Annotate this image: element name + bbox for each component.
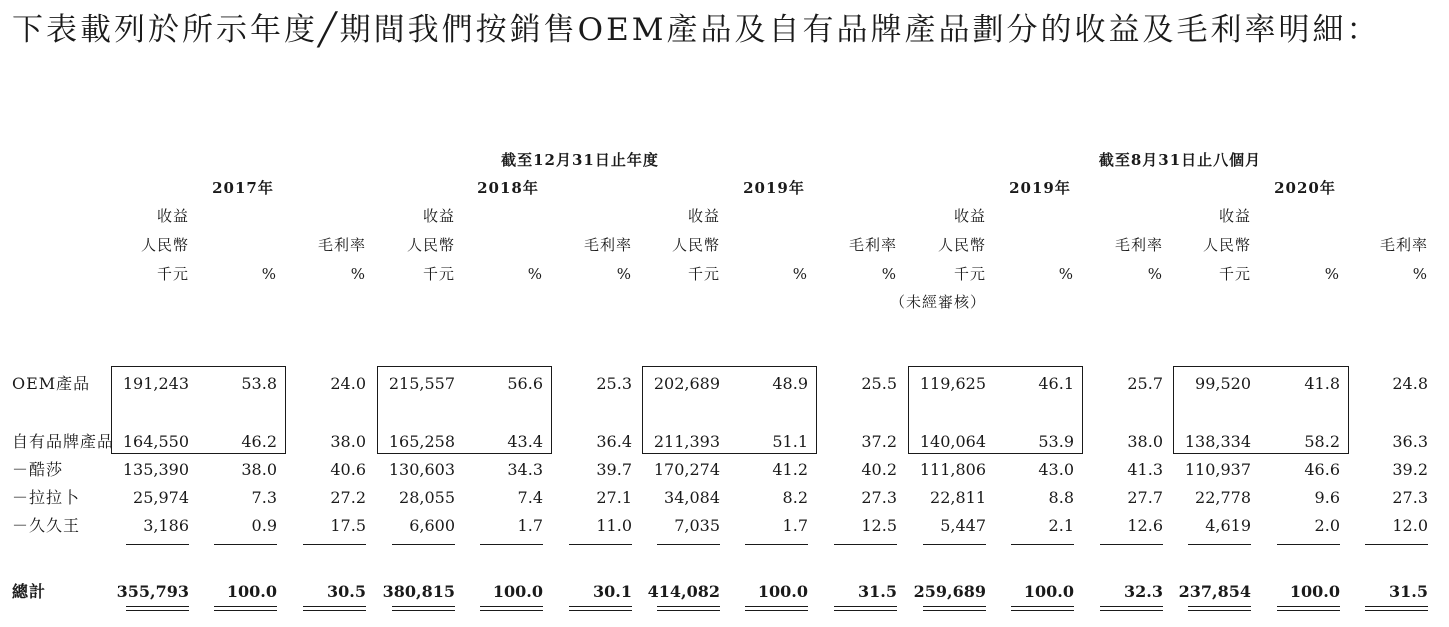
table-cell: 41.3 — [1127, 460, 1163, 479]
total-double-rule — [923, 606, 986, 611]
table-cell: 46.6 — [1304, 460, 1340, 479]
table-cell: 2.1 — [1048, 516, 1074, 535]
highlight-box — [642, 366, 817, 454]
table-cell: 38.0 — [1127, 432, 1163, 451]
total-cell: 32.3 — [1124, 582, 1163, 601]
table-cell: 119,625 — [919, 374, 986, 393]
total-cell: 259,689 — [913, 582, 986, 601]
total-cell: 31.5 — [1389, 582, 1428, 601]
total-cell: 100.0 — [1289, 582, 1340, 601]
revenue-rmb-thousand-label: 收益 — [156, 207, 189, 225]
subtotal-rule — [923, 544, 986, 545]
year-header: 2020年 — [1274, 179, 1336, 197]
gross-margin-percent-label: % — [616, 265, 632, 283]
unaudited-note: （未經審核） — [889, 293, 986, 311]
table-cell: 8.2 — [782, 488, 808, 507]
table-cell: 36.4 — [596, 432, 632, 451]
percent-label: % — [1324, 265, 1340, 283]
table-cell: 17.5 — [330, 516, 366, 535]
total-cell: 100.0 — [492, 582, 543, 601]
subtotal-rule — [126, 544, 189, 545]
year-header: 2017年 — [212, 179, 274, 197]
table-cell: 34.3 — [507, 460, 543, 479]
table-cell: 12.6 — [1127, 516, 1163, 535]
total-cell: 355,793 — [116, 582, 189, 601]
table-cell: 202,689 — [653, 374, 720, 393]
subtotal-rule — [392, 544, 455, 545]
table-cell: 0.9 — [251, 516, 277, 535]
table-cell: 25.7 — [1127, 374, 1163, 393]
year-header: 2019年 — [1009, 179, 1071, 197]
subtotal-rule — [1365, 544, 1428, 545]
table-cell: 25,974 — [133, 488, 189, 507]
table-cell: 46.2 — [241, 432, 277, 451]
revenue-rmb-thousand-label: 人民幣 — [937, 236, 986, 254]
table-cell: 191,243 — [122, 374, 189, 393]
table-cell: 36.3 — [1392, 432, 1428, 451]
total-cell: 100.0 — [226, 582, 277, 601]
revenue-rmb-thousand-label: 人民幣 — [671, 236, 720, 254]
table-cell: 12.5 — [861, 516, 897, 535]
table-cell: 27.7 — [1127, 488, 1163, 507]
gross-margin-label: 毛利率 — [1379, 236, 1428, 254]
table-cell: 39.2 — [1392, 460, 1428, 479]
table-cell: 24.8 — [1392, 374, 1428, 393]
table-cell: 28,055 — [399, 488, 455, 507]
table-cell: 11.0 — [596, 516, 632, 535]
table-cell: 7,035 — [674, 516, 720, 535]
percent-label: % — [261, 265, 277, 283]
table-cell: 9.6 — [1314, 488, 1340, 507]
gross-margin-label: 毛利率 — [583, 236, 632, 254]
table-cell: 5,447 — [940, 516, 986, 535]
revenue-rmb-thousand-label: 千元 — [422, 265, 455, 283]
total-double-rule — [303, 606, 366, 611]
table-cell: 1.7 — [782, 516, 808, 535]
gross-margin-percent-label: % — [350, 265, 366, 283]
table-cell: 58.2 — [1304, 432, 1340, 451]
total-double-rule — [214, 606, 277, 611]
gross-margin-label: 毛利率 — [317, 236, 366, 254]
table-cell: 1.7 — [517, 516, 543, 535]
table-cell: 46.1 — [1038, 374, 1074, 393]
year-header: 2019年 — [743, 179, 805, 197]
table-cell: 43.4 — [507, 432, 543, 451]
table-cell: 27.3 — [861, 488, 897, 507]
table-cell: 25.3 — [596, 374, 632, 393]
intro-paragraph: 下表載列於所示年度╱期間我們按銷售OEM產品及自有品牌產品劃分的收益及毛利率明細： — [12, 12, 1381, 48]
table-cell: 53.8 — [241, 374, 277, 393]
total-label: 總計 — [12, 582, 47, 601]
table-cell: 56.6 — [507, 374, 543, 393]
gross-margin-percent-label: % — [881, 265, 897, 283]
group-header-eight-months: 截至8月31日止八個月 — [1098, 151, 1262, 169]
table-cell: 43.0 — [1038, 460, 1074, 479]
revenue-rmb-thousand-label: 千元 — [687, 265, 720, 283]
highlight-box — [1173, 366, 1349, 454]
table-cell: 24.0 — [330, 374, 366, 393]
table-cell: 7.3 — [251, 488, 277, 507]
table-cell: 12.0 — [1392, 516, 1428, 535]
subtotal-rule — [1188, 544, 1251, 545]
total-double-rule — [745, 606, 808, 611]
table-cell: 164,550 — [122, 432, 189, 451]
revenue-rmb-thousand-label: 收益 — [422, 207, 455, 225]
table-cell: 8.8 — [1048, 488, 1074, 507]
table-cell: 2.0 — [1314, 516, 1340, 535]
revenue-rmb-thousand-label: 千元 — [156, 265, 189, 283]
table-cell: 48.9 — [772, 374, 808, 393]
table-cell: 99,520 — [1195, 374, 1251, 393]
total-cell: 237,854 — [1178, 582, 1251, 601]
table-cell: 140,064 — [919, 432, 986, 451]
row-label: OEM產品 — [12, 374, 91, 393]
table-cell: 38.0 — [241, 460, 277, 479]
table-cell: 51.1 — [772, 432, 808, 451]
total-double-rule — [1188, 606, 1251, 611]
gross-margin-label: 毛利率 — [1114, 236, 1163, 254]
subtotal-rule — [1011, 544, 1074, 545]
subtotal-rule — [657, 544, 720, 545]
group-header-fiscal-years: 截至12月31日止年度 — [501, 151, 659, 169]
subtotal-rule — [569, 544, 632, 545]
table-cell: 111,806 — [919, 460, 986, 479]
table-cell: 22,778 — [1195, 488, 1251, 507]
total-cell: 100.0 — [757, 582, 808, 601]
table-cell: 4,619 — [1205, 516, 1251, 535]
row-label: －拉拉卜 — [12, 488, 81, 507]
row-label: 自有品牌產品 — [12, 432, 115, 451]
gross-margin-percent-label: % — [1147, 265, 1163, 283]
table-cell: 165,258 — [388, 432, 455, 451]
table-cell: 135,390 — [122, 460, 189, 479]
subtotal-rule — [1100, 544, 1163, 545]
total-cell: 380,815 — [382, 582, 455, 601]
total-cell: 30.1 — [593, 582, 632, 601]
table-cell: 34,084 — [664, 488, 720, 507]
total-double-rule — [834, 606, 897, 611]
table-cell: 40.2 — [861, 460, 897, 479]
subtotal-rule — [214, 544, 277, 545]
revenue-rmb-thousand-label: 人民幣 — [406, 236, 455, 254]
total-double-rule — [657, 606, 720, 611]
table-cell: 211,393 — [653, 432, 720, 451]
total-double-rule — [480, 606, 543, 611]
table-cell: 215,557 — [388, 374, 455, 393]
revenue-rmb-thousand-label: 人民幣 — [1202, 236, 1251, 254]
revenue-rmb-thousand-label: 人民幣 — [140, 236, 189, 254]
percent-label: % — [1058, 265, 1074, 283]
table-cell: 27.2 — [330, 488, 366, 507]
total-cell: 100.0 — [1023, 582, 1074, 601]
total-double-rule — [569, 606, 632, 611]
table-cell: 27.3 — [1392, 488, 1428, 507]
table-cell: 41.2 — [772, 460, 808, 479]
table-cell: 40.6 — [330, 460, 366, 479]
subtotal-rule — [834, 544, 897, 545]
percent-label: % — [527, 265, 543, 283]
subtotal-rule — [480, 544, 543, 545]
total-cell: 31.5 — [858, 582, 897, 601]
revenue-rmb-thousand-label: 收益 — [953, 207, 986, 225]
table-cell: 53.9 — [1038, 432, 1074, 451]
highlight-box — [908, 366, 1083, 454]
total-cell: 30.5 — [327, 582, 366, 601]
revenue-rmb-thousand-label: 千元 — [953, 265, 986, 283]
total-double-rule — [392, 606, 455, 611]
table-cell: 25.5 — [861, 374, 897, 393]
revenue-rmb-thousand-label: 收益 — [687, 207, 720, 225]
row-label: －久久王 — [12, 516, 81, 535]
total-double-rule — [1277, 606, 1340, 611]
highlight-box — [111, 366, 286, 454]
table-cell: 22,811 — [930, 488, 986, 507]
table-cell: 27.1 — [596, 488, 632, 507]
table-cell: 170,274 — [653, 460, 720, 479]
table-cell: 39.7 — [596, 460, 632, 479]
gross-margin-label: 毛利率 — [848, 236, 897, 254]
subtotal-rule — [745, 544, 808, 545]
table-cell: 3,186 — [143, 516, 189, 535]
table-cell: 130,603 — [388, 460, 455, 479]
total-double-rule — [1100, 606, 1163, 611]
total-double-rule — [1365, 606, 1428, 611]
total-double-rule — [1011, 606, 1074, 611]
gross-margin-percent-label: % — [1412, 265, 1428, 283]
total-double-rule — [126, 606, 189, 611]
table-cell: 110,937 — [1184, 460, 1251, 479]
subtotal-rule — [1277, 544, 1340, 545]
table-cell: 38.0 — [330, 432, 366, 451]
table-cell: 138,334 — [1184, 432, 1251, 451]
subtotal-rule — [303, 544, 366, 545]
year-header: 2018年 — [477, 179, 539, 197]
table-cell: 41.8 — [1304, 374, 1340, 393]
total-cell: 414,082 — [647, 582, 720, 601]
revenue-rmb-thousand-label: 千元 — [1218, 265, 1251, 283]
table-cell: 7.4 — [517, 488, 543, 507]
revenue-rmb-thousand-label: 收益 — [1218, 207, 1251, 225]
percent-label: % — [792, 265, 808, 283]
highlight-box — [377, 366, 552, 454]
table-cell: 6,600 — [409, 516, 455, 535]
row-label: －酷莎 — [12, 460, 64, 479]
table-cell: 37.2 — [861, 432, 897, 451]
